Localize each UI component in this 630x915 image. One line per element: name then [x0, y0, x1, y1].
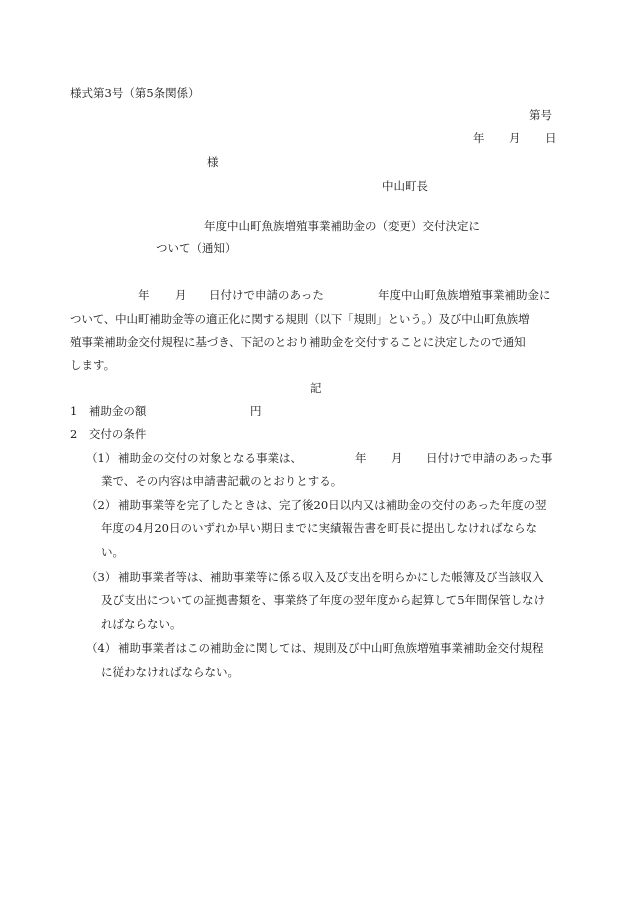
- condition-3-number: （3）: [86, 570, 117, 584]
- intro-month: 月: [175, 288, 187, 302]
- condition-1-year: 年: [355, 451, 367, 465]
- condition-2-line1: 補助事業等を完了したときは、完了後20日以内又は補助金の交付のあった年度の翌: [118, 498, 547, 512]
- form-number: 様式第3号（第5条関係）: [70, 86, 200, 100]
- condition-4-line1: 補助事業者はこの補助金に関しては、規則及び中山町魚族増殖事業補助金交付規程: [118, 641, 544, 655]
- document-number-label: 第号: [529, 108, 552, 122]
- condition-3-line2: 及び支出についての証拠書類を、事業終了年度の翌年度から起算して5年間保管しなけ: [101, 593, 546, 607]
- intro-line1-end: 年度中山町魚族増殖事業補助金に: [378, 288, 551, 302]
- date-day-label: 日: [545, 131, 557, 145]
- condition-3-line3: ればならない。: [101, 617, 182, 631]
- date-month-label: 月: [509, 131, 521, 145]
- condition-4-number: （4）: [86, 641, 117, 655]
- intro-line4: します。: [70, 358, 116, 372]
- item1-unit: 円: [250, 404, 262, 418]
- intro-year: 年: [138, 288, 150, 302]
- condition-1-text-b: 日付けで申請のあった事: [426, 451, 553, 465]
- intro-date-text: 日付けで申請のあった: [209, 288, 324, 302]
- item2-label: 2 交付の条件: [70, 427, 147, 441]
- condition-1-line2: 業で、その内容は申請書記載のとおりとする。: [101, 474, 343, 488]
- addressee-suffix: 様: [207, 155, 219, 169]
- item1-label: 1 補助金の額: [70, 404, 147, 418]
- condition-2-line3: い。: [101, 545, 124, 559]
- condition-1-text-a: 補助金の交付の対象となる事業は、: [118, 451, 302, 465]
- date-year-label: 年: [473, 131, 485, 145]
- condition-2-number: （2）: [86, 498, 117, 512]
- intro-line3: 殖事業補助金交付規程に基づき、下記のとおり補助金を交付することに決定したので通知: [70, 335, 526, 349]
- condition-3-line1: 補助事業者等は、補助事業等に係る収入及び支出を明らかにした帳簿及び当該収入: [118, 570, 544, 584]
- intro-line2: ついて、中山町補助金等の適正化に関する規則（以下「規則」という。）及び中山町魚族増: [70, 312, 530, 326]
- condition-1-number: （1）: [86, 451, 117, 465]
- document-title-line1: 年度中山町魚族増殖事業補助金の（変更）交付決定に: [204, 219, 480, 233]
- ki-heading: 記: [310, 381, 322, 395]
- sender-name: 中山町長: [382, 179, 428, 193]
- condition-4-line2: に従わなければならない。: [101, 665, 239, 679]
- document-title-line2: ついて（通知）: [156, 241, 237, 255]
- condition-2-line2: 年度の4月20日のいずれか早い期日までに実績報告書を町長に提出しなければならな: [101, 521, 537, 535]
- condition-1-month: 月: [391, 451, 403, 465]
